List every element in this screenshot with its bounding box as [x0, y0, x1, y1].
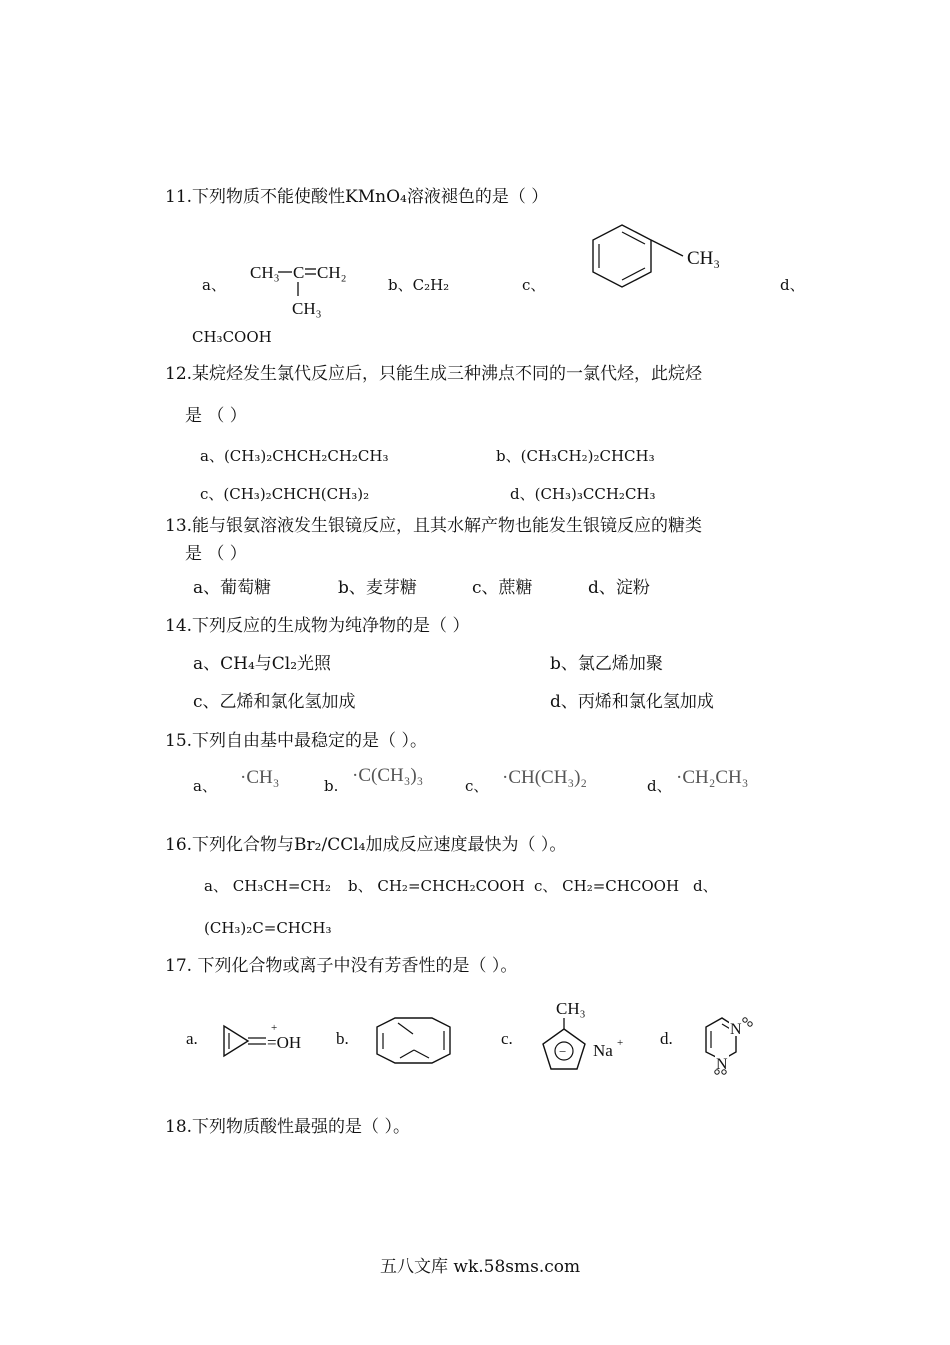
q17-option-b-annulene — [372, 1014, 456, 1066]
q17-c-na: Na — [593, 1041, 613, 1060]
q13-option-c: c、蔗糖 — [472, 578, 533, 598]
q17-option-a-label: a. — [186, 1029, 198, 1048]
q17-d-n-bottom: N — [716, 1056, 728, 1073]
q17-option-a-cyclopropenone — [218, 1016, 308, 1062]
q12-option-b: b、(CH₃CH₂)₂CHCH₃ — [496, 447, 655, 465]
q12-stem-2: 是 （ ） — [185, 406, 247, 426]
q15-option-b-formula: ·C(CH₃)₃ — [352, 765, 424, 786]
q16-option-d-value: (CH₃)₂C=CHCH₃ — [204, 919, 332, 937]
q13-stem: 13.能与银氨溶液发生银镜反应，且其水解产物也能发生银镜反应的糖类 — [165, 516, 703, 536]
q17-d-n-top: N — [730, 1021, 742, 1038]
q11-option-c-toluene — [585, 222, 745, 294]
q11-option-a-structure — [248, 252, 368, 322]
q15-option-a-formula: ·CH₃ — [240, 767, 280, 788]
q13-option-a: a、葡萄糖 — [193, 578, 272, 598]
q16-option-b: b、 CH₂=CHCH₂COOH — [348, 877, 525, 895]
q15-option-c-label: c、 — [465, 777, 489, 795]
q15-option-c-formula: ·CH(CH₃)₂ — [502, 767, 588, 788]
q16-option-c: c、 CH₂=CHCOOH — [534, 877, 680, 895]
q12-option-d: d、(CH₃)₃CCH₂CH₃ — [510, 485, 656, 503]
q12-option-a: a、(CH₃)₂CHCH₂CH₂CH₃ — [200, 447, 389, 465]
q17-a-oh: =OH — [267, 1033, 302, 1052]
q17-c-na-charge: + — [617, 1037, 624, 1049]
q11-option-d-label: d、 — [780, 276, 805, 294]
q15-option-b-label: b. — [324, 777, 339, 795]
q17-option-d-pyrimidine — [698, 1010, 768, 1078]
q17-option-c-label: c. — [501, 1029, 513, 1048]
q16-option-d-label: d、 — [693, 877, 718, 895]
footer-watermark: 五八文库 wk.58sms.com — [380, 1257, 581, 1277]
q14-option-b: b、氯乙烯加聚 — [550, 654, 663, 674]
q15-option-a-label: a、 — [193, 777, 217, 795]
q15-stem: 15.下列自由基中最稳定的是（ ）。 — [165, 731, 427, 751]
q11-c-ch3: CH₃ — [687, 248, 721, 269]
q17-option-c-methylcyclopentadienide — [536, 994, 636, 1074]
q11-stem: 11.下列物质不能使酸性KMnO₄溶液褪色的是（ ） — [165, 187, 549, 207]
q13-stem-2: 是 （ ） — [185, 544, 247, 564]
q16-option-a: a、 CH₃CH=CH₂ — [204, 877, 331, 895]
q12-option-c: c、(CH₃)₂CHCH(CH₃)₂ — [200, 485, 370, 503]
q17-c-ch3: CH₃ — [556, 999, 586, 1018]
q15-option-d-formula: ·CH₂CH₃ — [676, 767, 749, 788]
q17-stem: 17. 下列化合物或离子中没有芳香性的是（ ）。 — [165, 956, 518, 976]
q13-option-d: d、淀粉 — [588, 578, 650, 598]
q18-stem: 18.下列物质酸性最强的是（ ）。 — [165, 1117, 410, 1137]
q11-a-ch3-left: CH₃ — [250, 263, 280, 282]
q14-option-d: d、丙烯和氯化氢加成 — [550, 692, 714, 712]
q17-a-charge: + — [271, 1022, 278, 1034]
q17-option-b-label: b. — [336, 1029, 349, 1048]
q11-a-c: C — [293, 263, 305, 282]
q11-a-ch3-bottom: CH₃ — [292, 299, 322, 318]
q17-c-ring-charge: − — [559, 1044, 567, 1059]
q15-option-d-label: d、 — [647, 777, 672, 795]
q11-option-d-value: CH₃COOH — [192, 328, 272, 346]
q13-option-b: b、麦芽糖 — [338, 578, 417, 598]
q17-option-d-label: d. — [660, 1029, 673, 1048]
q14-option-c: c、乙烯和氯化氢加成 — [193, 692, 356, 712]
q11-option-c-label: c、 — [522, 276, 546, 294]
q12-stem: 12.某烷烃发生氯代反应后，只能生成三种沸点不同的一氯代烃，此烷烃 — [165, 364, 703, 384]
q14-option-a: a、CH₄与Cl₂光照 — [193, 654, 332, 674]
q11-a-ch2: CH₂ — [317, 263, 347, 282]
q11-option-a-label: a、 — [202, 276, 226, 294]
q14-stem: 14.下列反应的生成物为纯净物的是（ ） — [165, 616, 470, 636]
q16-stem: 16.下列化合物与Br₂/CCl₄加成反应速度最快为（ ）。 — [165, 835, 567, 855]
q11-option-b: b、C₂H₂ — [388, 276, 450, 294]
